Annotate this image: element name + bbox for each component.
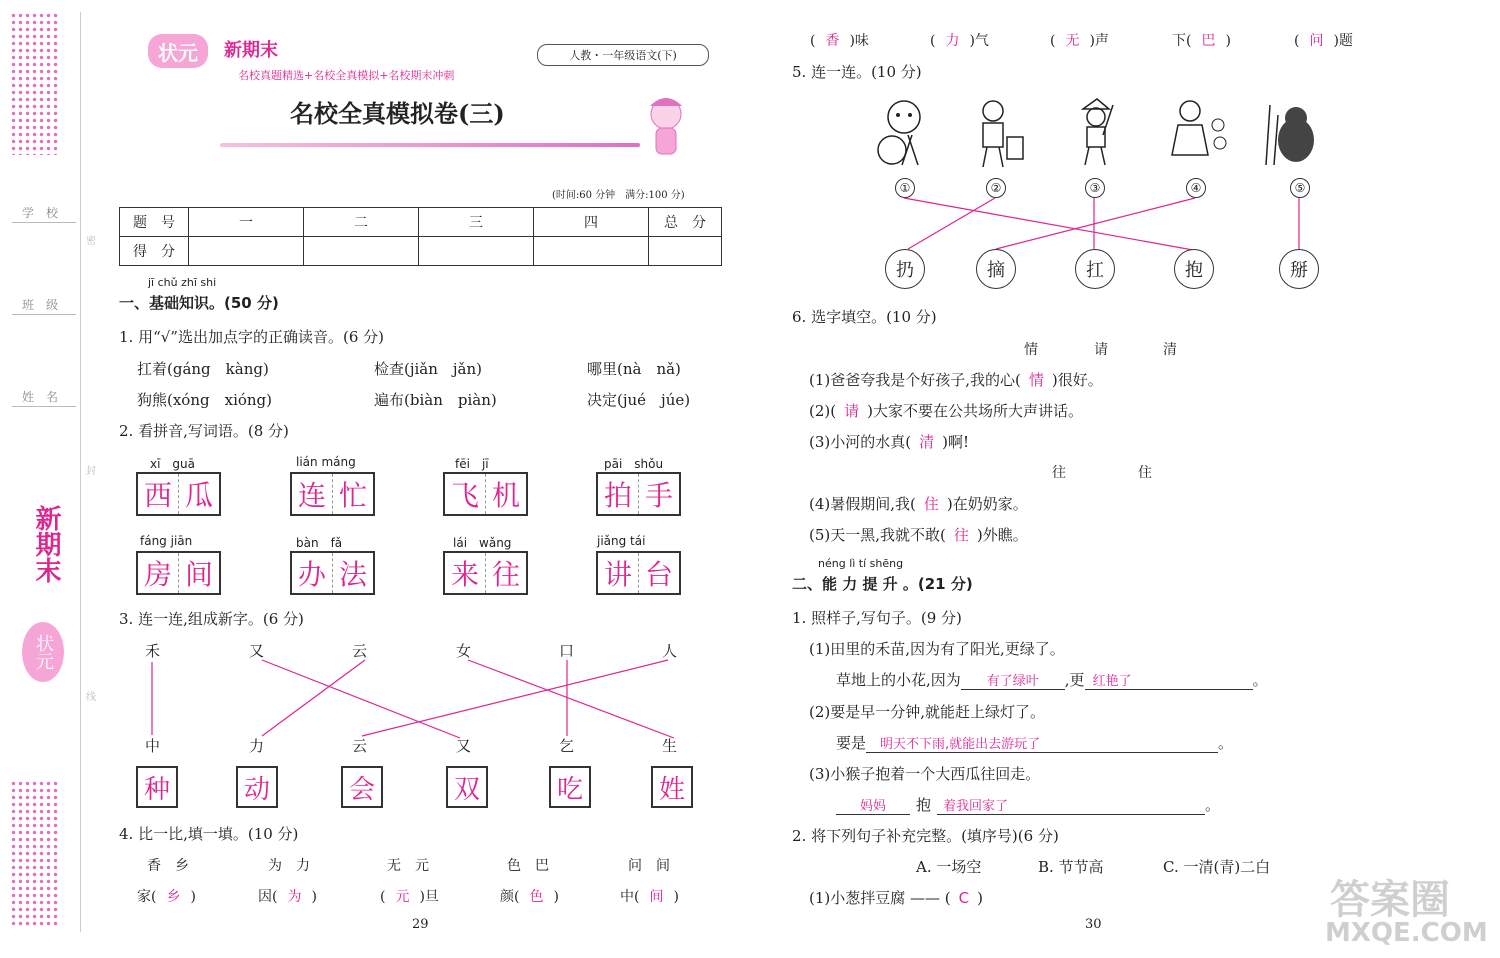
q3-bottom: 力 xyxy=(249,737,265,755)
q2-pinyin: pāi shǒu xyxy=(604,457,664,471)
sidebar-name-label: 姓 名 xyxy=(22,390,59,404)
q1-item: 决定(jué júe) xyxy=(587,391,691,409)
s2-q1-example: (1)田里的禾苗,因为有了阳光,更绿了。 xyxy=(809,640,1065,658)
q4-pair: 香 乡 xyxy=(147,858,189,874)
q2-char: 瓜 xyxy=(184,479,213,512)
q3-answer-box: 双 xyxy=(446,766,488,808)
q4-fill: ( 元 )旦 xyxy=(380,889,439,905)
q6-option: 往 xyxy=(1052,465,1066,481)
sidebar-dash-1: 密 xyxy=(86,236,96,247)
q3-bottom: 生 xyxy=(662,737,678,755)
q4-fill: 颜( 色 ) xyxy=(500,889,559,905)
score-head-3: 三 xyxy=(419,208,534,237)
s2-q2-option: A. 一场空 xyxy=(916,858,982,876)
q3-answer-box: 动 xyxy=(236,766,278,808)
q2-char: 西 xyxy=(138,474,179,514)
q4-fill: 家( 乡 ) xyxy=(137,889,196,905)
time-info: (时间:60 分钟 满分:100 分) xyxy=(552,190,685,201)
q3-answer-box: 种 xyxy=(136,766,178,808)
s2-pinyin: néng lì tí shēng xyxy=(818,557,904,570)
watermark-logo: 答案圈 xyxy=(1330,877,1450,923)
q4-cont: ( 力 )气 xyxy=(930,33,989,49)
q5-number: ② xyxy=(986,178,1006,198)
score-head-5: 总 分 xyxy=(649,208,722,237)
q1-item: 哪里(nà nǎ) xyxy=(587,360,681,378)
score-row-label: 得 分 xyxy=(120,237,189,266)
sidebar-badge: 状元 xyxy=(22,622,64,682)
q2-char: 手 xyxy=(644,479,673,512)
q6-line: (4)暑假期间,我( 住 )在奶奶家。 xyxy=(809,495,1028,513)
s1-title: 一、基础知识。(50 分) xyxy=(119,294,279,312)
q5-verb: 抱 xyxy=(1174,249,1214,289)
q3-title: 3. 连一连,组成新字。(6 分) xyxy=(119,610,304,628)
score-head-1: 一 xyxy=(189,208,304,237)
score-head-2: 二 xyxy=(304,208,419,237)
q1-item: 狗熊(xóng xióng) xyxy=(137,391,273,409)
q3-bottom: 云 xyxy=(352,737,368,755)
sidebar-class-label: 班 级 xyxy=(22,298,59,312)
q1-item: 遍布(biàn piàn) xyxy=(374,391,497,409)
q6-line: (3)小河的水真( 清 )啊! xyxy=(809,433,970,451)
q6-line: (1)爸爸夸我是个好孩子,我的心( 情 )很好。 xyxy=(809,371,1103,389)
q2-pinyin: jiǎng tái xyxy=(597,534,646,548)
sidebar-school-label: 学 校 xyxy=(22,206,59,220)
q6-option: 住 xyxy=(1138,465,1152,481)
q3-top: 又 xyxy=(249,642,265,660)
header-series: 新期末 xyxy=(224,40,278,61)
q2-pinyin: xī guā xyxy=(150,457,196,471)
q3-top: 女 xyxy=(456,642,472,660)
s2-q1-example: (3)小猴子抱着一个大西瓜往回走。 xyxy=(809,765,1041,783)
q1-item: 检查(jiǎn jǎn) xyxy=(374,360,483,378)
header-tagline: 名校真题精选+名校全真模拟+名校期末冲刺 xyxy=(238,69,455,82)
q4-fill: 中( 间 ) xyxy=(620,889,679,905)
q3-answer-box: 吃 xyxy=(549,766,591,808)
page-title: 名校全真模拟卷(三) xyxy=(290,99,505,128)
q3-bottom: 中 xyxy=(145,737,161,755)
q3-bottom: 又 xyxy=(456,737,472,755)
q6-line: (5)天一黑,我就不敢( 往 )外瞧。 xyxy=(809,526,1028,544)
q2-pinyin: bàn fǎ xyxy=(296,536,343,550)
q4-title: 4. 比一比,填一填。(10 分) xyxy=(119,825,299,843)
page-number-right: 30 xyxy=(1085,917,1102,932)
q2-char: 飞 xyxy=(445,474,486,514)
q2-char: 忙 xyxy=(338,479,367,512)
q3-top: 口 xyxy=(559,642,575,660)
s2-q2-title: 2. 将下列句子补充完整。(填序号)(6 分) xyxy=(792,827,1059,845)
sidebar-dash-2: 封 xyxy=(86,466,96,477)
q2-char: 讲 xyxy=(598,553,639,593)
header-badge: 状元 xyxy=(148,34,208,68)
q2-char: 机 xyxy=(491,479,520,512)
q2-char: 来 xyxy=(445,553,486,593)
q5-verb: 扔 xyxy=(885,249,925,289)
s2-q2-option: C. 一清(青)二白 xyxy=(1163,858,1271,876)
q3-top: 禾 xyxy=(145,642,161,660)
q2-pinyin: lián máng xyxy=(296,455,356,469)
q3-top: 云 xyxy=(352,642,368,660)
score-head-0: 题 号 xyxy=(120,208,189,237)
s2-q2-option: B. 节节高 xyxy=(1038,858,1104,876)
q6-title: 6. 选字填空。(10 分) xyxy=(792,308,937,326)
q2-char: 间 xyxy=(184,558,213,591)
s2-q2-line: (1)小葱拌豆腐 —— ( C ) xyxy=(809,889,983,907)
s2-q1-line3: 妈妈 抱 着我回家了 。 xyxy=(836,794,1220,815)
q2-char: 台 xyxy=(644,558,673,591)
q4-pair: 色 巴 xyxy=(507,858,549,874)
q3-bottom: 乞 xyxy=(559,737,575,755)
q2-pinyin: fēi jī xyxy=(455,457,489,471)
q2-char: 连 xyxy=(292,474,333,514)
score-head-4: 四 xyxy=(534,208,649,237)
sidebar-brand: 新期末 xyxy=(31,505,61,583)
q2-char: 办 xyxy=(292,553,333,593)
q4-pair: 无 元 xyxy=(387,858,429,874)
s2-q1-line2: 要是 明天不下雨,就能出去游玩了 。 xyxy=(836,734,1234,752)
q5-verb: 扛 xyxy=(1075,249,1115,289)
q6-option: 情 xyxy=(1024,342,1038,358)
q6-option: 请 xyxy=(1094,342,1108,358)
q4-cont: ( 无 )声 xyxy=(1050,33,1109,49)
q3-top: 人 xyxy=(662,642,678,660)
q2-char: 拍 xyxy=(598,474,639,514)
q5-verb: 摘 xyxy=(976,249,1016,289)
q4-fill: 因( 为 ) xyxy=(258,889,317,905)
q2-char: 法 xyxy=(338,558,367,591)
q4-pair: 问 间 xyxy=(628,858,670,874)
s2-q1-line1: 草地上的小花,因为 有了绿叶 ,更 红艳了 。 xyxy=(836,671,1268,689)
q1-title: 1. 用“√”选出加点字的正确读音。(6 分) xyxy=(119,328,384,346)
q5-number: ③ xyxy=(1085,178,1105,198)
q2-char: 往 xyxy=(491,558,520,591)
page-number-left: 29 xyxy=(412,917,429,932)
header-edition: 人教・一年级语文(下) xyxy=(537,44,709,66)
s1-pinyin: jī chǔ zhī shi xyxy=(148,276,217,289)
q3-answer-box: 姓 xyxy=(651,766,693,808)
q1-item: 扛着(gáng kàng) xyxy=(137,360,269,378)
sidebar-dash-3: 线 xyxy=(86,692,96,703)
q2-char: 房 xyxy=(138,553,179,593)
q5-verb: 掰 xyxy=(1279,249,1319,289)
q5-number: ⑤ xyxy=(1290,178,1310,198)
q4-cont: ( 问 )题 xyxy=(1294,33,1353,49)
s2-title: 二、能 力 提 升 。(21 分) xyxy=(792,575,973,593)
q5-number: ④ xyxy=(1186,178,1206,198)
q2-pinyin: lái wǎng xyxy=(453,536,512,550)
q5-title: 5. 连一连。(10 分) xyxy=(792,63,922,81)
q4-cont: ( 香 )味 xyxy=(810,33,869,49)
q6-option: 清 xyxy=(1163,342,1177,358)
q6-line: (2)( 请 )大家不要在公共场所大声讲话。 xyxy=(809,402,1083,420)
q2-title: 2. 看拼音,写词语。(8 分) xyxy=(119,422,289,440)
watermark-url: MXQE.COM xyxy=(1325,918,1488,948)
q4-pair: 为 力 xyxy=(268,858,310,874)
q2-pinyin: fáng jiān xyxy=(140,534,193,548)
q5-number: ① xyxy=(895,178,915,198)
s2-q1-title: 1. 照样子,写句子。(9 分) xyxy=(792,609,962,627)
s2-q1-example: (2)要是早一分钟,就能赶上绿灯了。 xyxy=(809,703,1046,721)
q3-answer-box: 会 xyxy=(341,766,383,808)
q4-cont: 下( 巴 ) xyxy=(1172,33,1231,49)
